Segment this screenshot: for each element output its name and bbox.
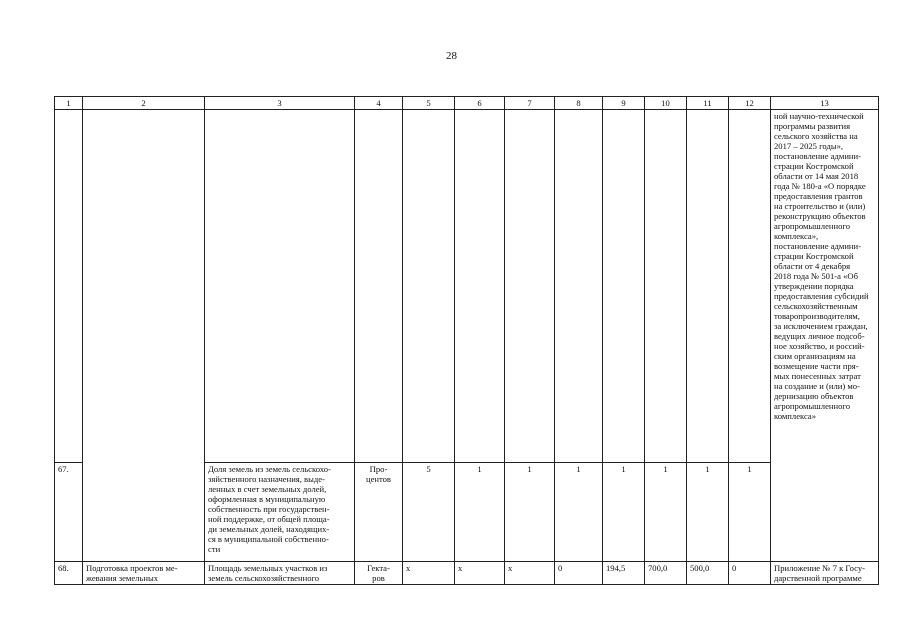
value-cell: х xyxy=(455,562,505,585)
column-header: 10 xyxy=(645,97,687,110)
legal-basis-cell: ной научно-технической программы развития сельского хозяйства на 2017 – 2025 годы», постановление админи- страции Костромской области от 14 мая 2018 года № 180-а «О порядке предоставления грантов на строительство и (или) реконструкцию объектов агропромышленного комплекса», постановление админи- страции Костромской области от 4 декабря 2018 года № 501-а «Об утверждении порядка предоставления субсидий сельскохозяйственным товаропроизводителям, за исключением граждан, ведущих личное подсоб- ное хозяйство, и россий- ским организациям на возмещение части пря- мых понесенных затрат на создание и (или) мо- дернизацию объектов агропромышленного комплекса» xyxy=(771,110,879,562)
column-header: 2 xyxy=(83,97,205,110)
value-cell: 0 xyxy=(729,562,771,585)
column-header: 1 xyxy=(55,97,83,110)
column-header: 4 xyxy=(355,97,403,110)
table-row xyxy=(55,562,879,585)
column-header: 11 xyxy=(687,97,729,110)
column-header: 6 xyxy=(455,97,505,110)
value-cell: 700,0 xyxy=(645,562,687,585)
unit-cell: Про- центов xyxy=(355,463,403,562)
table-cell xyxy=(505,110,555,463)
row-number: 67. xyxy=(55,463,83,562)
table-cell xyxy=(645,110,687,463)
page-number: 28 xyxy=(446,50,457,62)
value-cell: 1 xyxy=(555,463,603,562)
table-cell xyxy=(403,110,455,463)
value-cell: 5 xyxy=(403,463,455,562)
column-header: 5 xyxy=(403,97,455,110)
value-cell: х xyxy=(505,562,555,585)
column-header: 13 xyxy=(771,97,879,110)
value-cell: 1 xyxy=(455,463,505,562)
value-cell: 1 xyxy=(603,463,645,562)
value-cell: 194,5 xyxy=(603,562,645,585)
value-cell: х xyxy=(403,562,455,585)
column-header: 8 xyxy=(555,97,603,110)
legal-basis-cell: Приложение № 7 к Госу- дарственной программе xyxy=(771,562,879,585)
value-cell: 1 xyxy=(645,463,687,562)
table-cell xyxy=(455,110,505,463)
indicator-name: Площадь земельных участков из земель сельскохозяйственного xyxy=(205,562,355,585)
row-number: 68. xyxy=(55,562,83,585)
value-cell: 500,0 xyxy=(687,562,729,585)
indicator-name: Доля земель из земель сельскохо- зяйственного назначения, выде- ленных в счет земельных долей, оформленная в муниципальную собственность при государствен- ной поддержке, от общей площа- ди земельных долей, находящих- ся в муниципальной собственно- сти xyxy=(205,463,355,562)
column-header: 3 xyxy=(205,97,355,110)
table-cell xyxy=(205,110,355,463)
column-header: 12 xyxy=(729,97,771,110)
value-cell: 1 xyxy=(505,463,555,562)
table-cell xyxy=(687,110,729,463)
table-cell xyxy=(603,110,645,463)
table-cell xyxy=(83,110,205,562)
value-cell: 0 xyxy=(555,562,603,585)
column-number-row xyxy=(55,97,879,110)
table-row xyxy=(55,110,879,463)
value-cell: 1 xyxy=(729,463,771,562)
table-cell xyxy=(555,110,603,463)
event-name: Подготовка проектов ме- жевания земельных xyxy=(83,562,205,585)
column-header: 7 xyxy=(505,97,555,110)
value-cell: 1 xyxy=(687,463,729,562)
unit-cell: Гекта- ров xyxy=(355,562,403,585)
column-header: 9 xyxy=(603,97,645,110)
table-cell xyxy=(55,110,83,463)
indicators-table xyxy=(54,96,879,585)
table-cell xyxy=(355,110,403,463)
table-cell xyxy=(729,110,771,463)
